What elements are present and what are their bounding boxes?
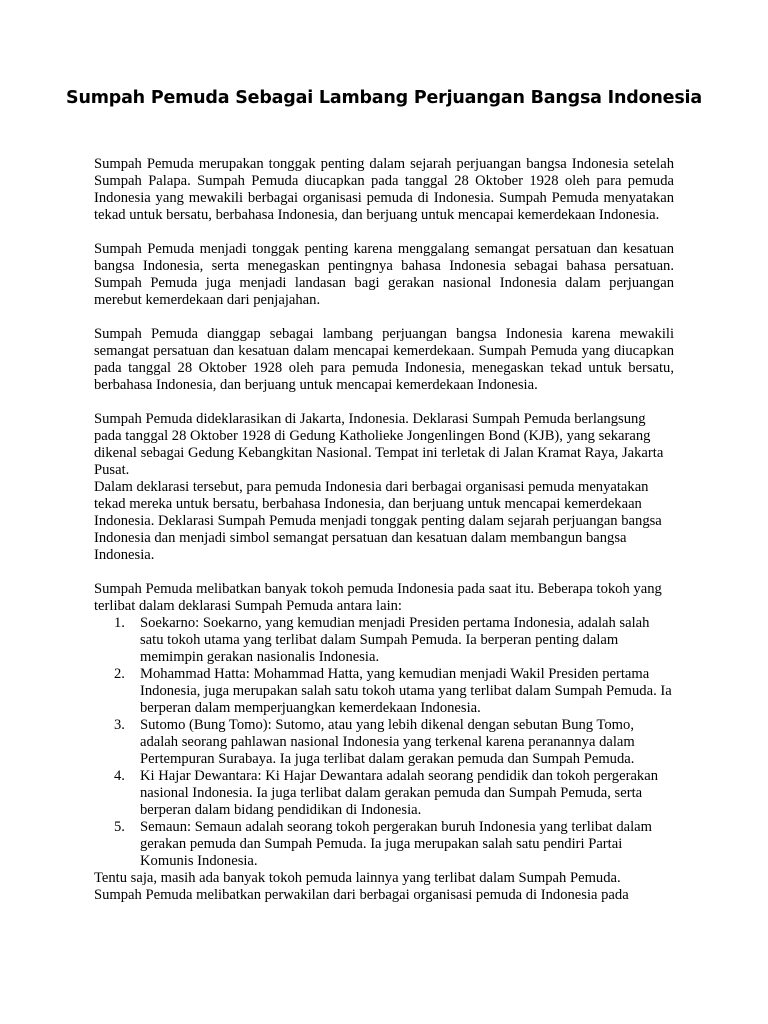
list-number: 1. bbox=[114, 615, 125, 631]
figures-list bbox=[94, 615, 674, 870]
paragraph-4: Sumpah Pemuda dideklarasikan di Jakarta, Indonesia. Deklarasi Sumpah Pemuda berlangsung pada tanggal 28 Oktober 1928 di Gedung Katholieke Jongenlingen Bond (KJB), yang sekarang dikenal sebagai Gedung Kebangkitan Nasional. Tempat ini terletak di Jalan Kramat Raya, Jakarta Pusat. bbox=[94, 411, 664, 478]
list-item bbox=[114, 666, 674, 717]
paragraph-1: Sumpah Pemuda merupakan tonggak penting dalam sejarah perjuangan bangsa Indonesia setelah Sumpah Palapa. Sumpah Pemuda diucapkan pada tanggal 28 Oktober 1928 oleh para pemuda Indonesia yang mewakili berbagai organisasi pemuda di Indonesia. Sumpah Pemuda menyatakan tekad untuk bersatu, berbahasa Indonesia, dan berjuang untuk mencapai kemerdekaan Indonesia. bbox=[94, 156, 674, 223]
paragraph-gap bbox=[94, 224, 674, 241]
list-number: 4. bbox=[114, 768, 125, 784]
list-item-text: Sutomo (Bung Tomo): Sutomo, atau yang lebih dikenal dengan sebutan Bung Tomo, adalah seorang pahlawan nasional Indonesia yang terkenal karena peranannya dalam Pertempuran Surabaya. Ia juga terlibat dalam gerakan pemuda dan Sumpah Pemuda. bbox=[140, 717, 635, 767]
list-item bbox=[114, 717, 674, 768]
list-item bbox=[114, 768, 674, 819]
document-body bbox=[94, 156, 674, 904]
list-number: 3. bbox=[114, 717, 125, 733]
list-number: 5. bbox=[114, 819, 125, 835]
document-title: Sumpah Pemuda Sebagai Lambang Perjuangan Bangsa Indonesia bbox=[66, 88, 702, 108]
paragraph-gap bbox=[94, 564, 674, 581]
list-item bbox=[114, 819, 674, 870]
paragraph-6: Sumpah Pemuda melibatkan banyak tokoh pemuda Indonesia pada saat itu. Beberapa tokoh yang terlibat dalam deklarasi Sumpah Pemuda antara lain: bbox=[94, 581, 662, 614]
paragraph-3: Sumpah Pemuda dianggap sebagai lambang perjuangan bangsa Indonesia karena mewakili semangat persatuan dan kesatuan dalam mencapai kemerdekaan. Sumpah Pemuda yang diucapkan pada tanggal 28 Oktober 1928 oleh para pemuda Indonesia, menegaskan tekad untuk bersatu, berbahasa Indonesia, dan berjuang untuk mencapai kemerdekaan Indonesia. bbox=[94, 326, 674, 393]
list-number: 2. bbox=[114, 666, 125, 682]
list-item bbox=[114, 615, 674, 666]
paragraph-8: Sumpah Pemuda melibatkan perwakilan dari berbagai organisasi pemuda di Indonesia pada bbox=[94, 887, 629, 903]
paragraph-7: Tentu saja, masih ada banyak tokoh pemuda lainnya yang terlibat dalam Sumpah Pemuda. bbox=[94, 870, 621, 886]
paragraph-5: Dalam deklarasi tersebut, para pemuda Indonesia dari berbagai organisasi pemuda menyatakan tekad mereka untuk bersatu, berbahasa Indonesia, dan berjuang untuk mencapai kemerdekaan Indonesia. Deklarasi Sumpah Pemuda menjadi tonggak penting dalam sejarah perjuangan bangsa Indonesia dan menjadi simbol semangat persatuan dan kesatuan dalam membangun bangsa Indonesia. bbox=[94, 479, 662, 563]
paragraph-2: Sumpah Pemuda menjadi tonggak penting karena menggalang semangat persatuan dan kesatuan bangsa Indonesia, serta menegaskan pentingnya bahasa Indonesia sebagai bahasa persatuan. Sumpah Pemuda juga menjadi landasan bagi gerakan nasional Indonesia dalam perjuangan merebut kemerdekaan dari penjajahan. bbox=[94, 241, 674, 308]
list-item-text: Soekarno: Soekarno, yang kemudian menjadi Presiden pertama Indonesia, adalah salah satu tokoh utama yang terlibat dalam Sumpah Pemuda. Ia berperan penting dalam memimpin gerakan nasionalis Indonesia. bbox=[140, 615, 650, 665]
paragraph-gap bbox=[94, 309, 674, 326]
list-item-text: Semaun: Semaun adalah seorang tokoh pergerakan buruh Indonesia yang terlibat dalam gerakan pemuda dan Sumpah Pemuda. Ia juga merupakan salah satu pendiri Partai Komunis Indonesia. bbox=[140, 819, 652, 869]
paragraph-gap bbox=[94, 394, 674, 411]
list-item-text: Ki Hajar Dewantara: Ki Hajar Dewantara adalah seorang pendidik dan tokoh pergerakan nasional Indonesia. Ia juga terlibat dalam gerakan pemuda dan Sumpah Pemuda, serta berperan dalam bidang pendidikan di Indonesia. bbox=[140, 768, 658, 818]
list-item-text: Mohammad Hatta: Mohammad Hatta, yang kemudian menjadi Wakil Presiden pertama Indonesia, juga merupakan salah satu tokoh utama yang terlibat dalam Sumpah Pemuda. Ia berperan dalam memperjuangkan kemerdekaan Indonesia. bbox=[140, 666, 672, 716]
